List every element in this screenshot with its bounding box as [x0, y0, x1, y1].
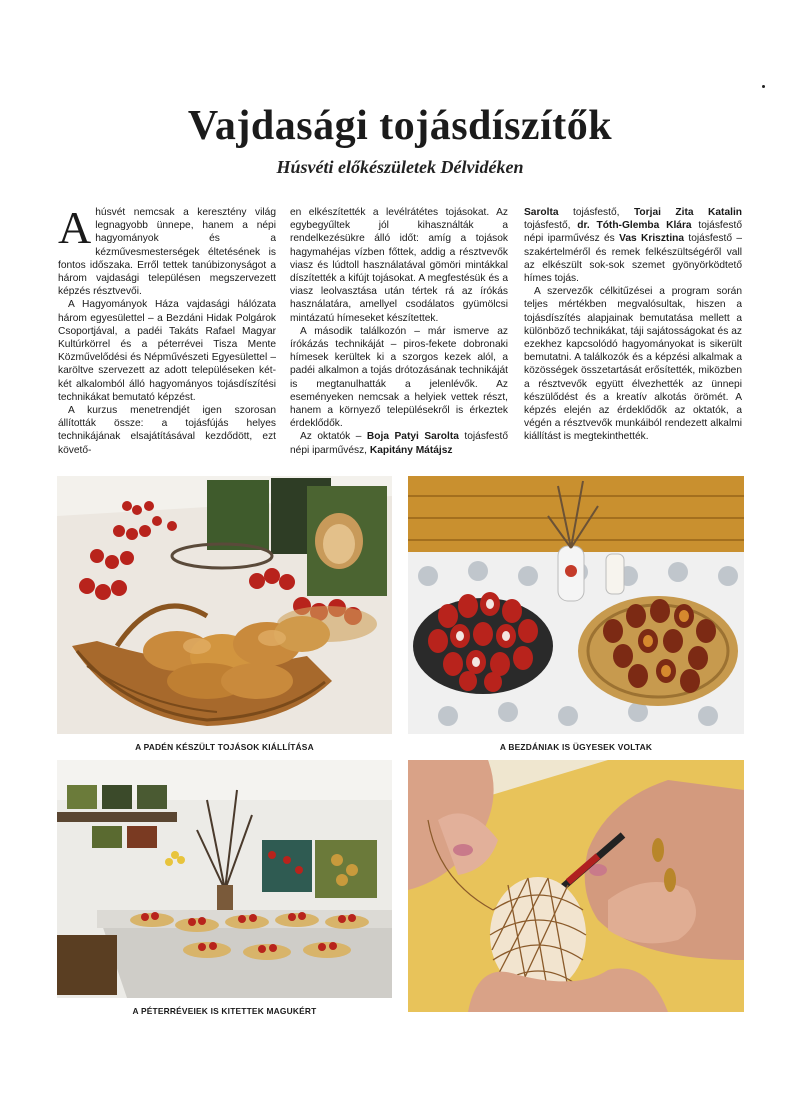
instructor-name: Kapitány Mátájsz: [369, 444, 453, 456]
paragraph: en elkészítették a levélrátétes tojásokat. Az egybegyűltek jól kihasználták a rendelkezésükre álló időt: amíg a tojások hagymahéjas vízben főttek, addig a résztvevők viasz és lúdtoll használatával gömöri mintákkal díszítették a kifújt tojásokat. A megfestésük és a viasz leolvasztása után tértek rá az írókás használatára, amellyel csodálatos gyümölcsi mintázatú hímeseket készítettek.: [290, 207, 508, 324]
paragraph: Ahúsvét nemcsak a keresztény világ legnagyobb ünnepe, hanem a népi hagyományok és a kézművesmesterségek éltetésének is fontos időszaka. Erről tettek tanúbizonyságot a három vajdasági településen megszervezett képzés résztvevői.: [58, 206, 276, 298]
photo-bezdan-eggs: [408, 476, 744, 734]
instructor-name: dr. Tóth-Glemba Klára: [577, 220, 692, 232]
photo-caption: A PÉTERRÉVEIEK IS KITETTEK MAGUKÉRT: [132, 1006, 317, 1016]
instructor-name: Vas Krisztina: [619, 233, 685, 245]
text-column-2: [290, 206, 508, 468]
instructor-name: Sarolta: [524, 207, 559, 218]
paragraph: A kurzus menetrendjét igen szorosan állították össze: a tojásfújás helyes technikájának elsajátításával kezdődött, ezt követő-: [58, 405, 276, 456]
photo-peterreve-exhibition: [57, 760, 392, 998]
photo-egg-wiring-closeup: [408, 760, 744, 1012]
paragraph: Az oktatók – Boja Patyi Sarolta tojásfestő népi iparművész, Kapitány Mátájsz: [290, 431, 508, 456]
paragraph: A szervezők célkitűzései a program során teljes mértékben megvalósultak, hiszen a tojásdíszítés alapjainak bemutatása mellett a különböző technikákat, táji sajátosságokat és az ezekhez kapcsolódó hagyományokat is sikerült bemutatni. A találkozók és a képzési alkalmak a közösségek összetartását erősítették, miközben a résztvevők együtt élvezhették az ünnepi készülődést és a kreatív alkotás örömét. A képzés elején az érdeklődők az oktatók, a végén a résztvevők munkáiból rendezett alkalmi kiállítást is megtekinthették.: [524, 286, 742, 443]
paragraph: Sarolta tojásfestő, Torjai Zita Katalin tojásfestő, dr. Tóth-Glemba Klára tojásfestő népi iparművész és Vas Krisztina tojásfestő – szakértelméről és remek felkészültségéről vall az elkészült sok-sok szemet gyönyörködtető hímes tojás.: [524, 207, 742, 285]
photo-caption: A PADÉN KÉSZÜLT TOJÁSOK KIÁLLÍTÁSA: [135, 742, 314, 752]
instructor-name: Boja Patyi Sarolta: [366, 431, 459, 443]
paragraph: A Hagyományok Háza vajdasági hálózata három egyesülettel – a Bezdáni Hidak Polgárok Csoportjával, a padéi Takáts Rafael Magyar Kultúrkörrel és a péterrévei Tisza Mente Közművelődési és Népművészeti Egyesülettel – karöltve szervezett az adott településeken két-két alkalomból álló hagyományos tojásdíszítési technikákat bemutató képzést.: [58, 299, 276, 403]
article-subtitle: Húsvéti előkészületek Délvidéken: [276, 157, 524, 177]
photo-pade-exhibition: [57, 476, 392, 734]
photo-caption: A BEZDÁNIAK IS ÜGYESEK VOLTAK: [499, 742, 653, 752]
dropcap: A: [58, 206, 92, 253]
corner-mark: [762, 85, 765, 88]
article-title: Vajdasági tojásdíszítők: [187, 103, 613, 149]
paragraph: A második találkozón – már ismerve az írókázás technikáját – piros-fekete dobronaki hímesek kerültek ki a szorgos kezek alól, a padéi alkalmon a tojás drótozásának technikáját is megtanulhatták a jelenlévők. Az eseményeken nemcsak a helyiek vettek részt, hanem a környező településekről is érkeztek érdeklődők.: [290, 325, 508, 430]
text-column-1: [58, 206, 276, 468]
text-column-3: [524, 206, 742, 468]
instructor-name: Torjai Zita Katalin: [633, 207, 742, 218]
